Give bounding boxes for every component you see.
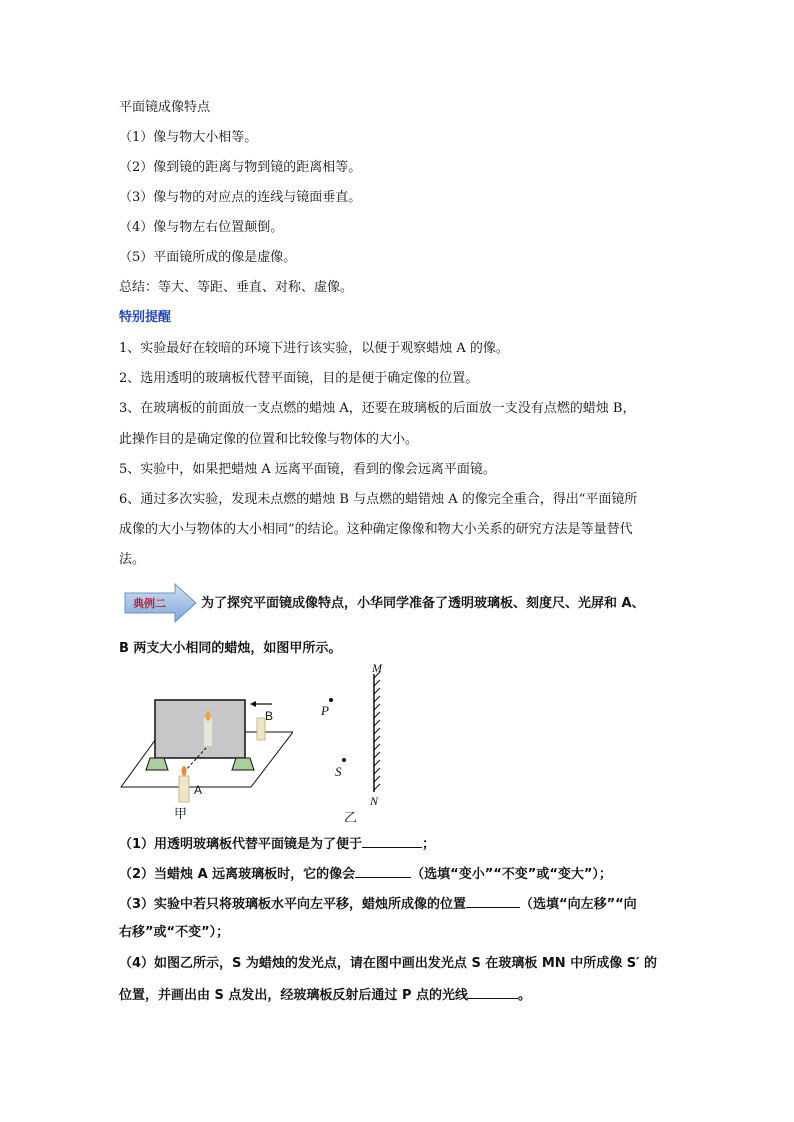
svg-text:S: S (335, 764, 342, 779)
point-s (342, 758, 346, 762)
feature-5: （5）平面镜所成的像是虚像。 (119, 250, 297, 265)
svg-text:N: N (370, 794, 379, 808)
feature-3: （3）像与物的对应点的连线与镜面垂直。 (119, 190, 362, 205)
tip-2: 2、选用透明的玻璃板代替平面镜，目的是便于确定像的位置。 (119, 371, 479, 386)
tip-3: 3、在玻璃板的前面放一支点燃的蜡烛 A，还要在玻璃板的后面放一支没有点燃的蜡烛 B， (119, 401, 636, 416)
point-p (329, 698, 333, 702)
tip-3-cont: 此操作目的是确定像的位置和比较像与物体的大小。 (119, 432, 419, 447)
svg-text:乙: 乙 (344, 811, 358, 822)
example-stem-line1: 为了探究平面镜成像特点，小华同学准备了透明玻璃板、刻度尺、光屏和 A、 (201, 596, 645, 611)
arrow-left-icon (250, 701, 256, 707)
question-3: （3）实验中若只将玻璃板水平向左平移，蜡烛所成像的位置 （选填“向左移”“向 (119, 894, 637, 914)
feature-4: （4）像与物左右位置颠倒。 (119, 220, 284, 235)
plate-stand-left (146, 758, 168, 770)
answer-blank-3[interactable] (466, 894, 520, 908)
question-4: （4）如图乙所示，S 为蜡烛的发光点，请在图中画出发光点 S 在玻璃板 MN 中所成像 S′ 的 (119, 956, 658, 971)
tip-1: 1、实验最好在较暗的环境下进行该实验，以便于观察蜡烛 A 的像。 (119, 341, 509, 356)
plate-stand-right (232, 758, 254, 770)
tip-6-end: 法。 (119, 552, 146, 567)
tip-6: 6、通过多次实验，发现未点燃的蜡烛 B 与点燃的蜡错烛 A 的像完全重合，得出“平面镜所 (119, 492, 638, 507)
answer-blank-4[interactable] (468, 985, 518, 999)
svg-text:A: A (194, 783, 203, 797)
answer-blank-1[interactable] (362, 834, 422, 848)
example-badge-arrow-icon (123, 582, 198, 624)
glass-plate (155, 700, 245, 758)
feature-2: （2）像到镜的距离与物到镜的距离相等。 (119, 160, 362, 175)
tip-6-cont: 成像的大小与物体的大小相同”的结论。这种确定像像和物大小关系的研究方法是等量替代 (119, 522, 633, 537)
answer-blank-2[interactable] (355, 864, 411, 878)
tip-5: 5、实验中，如果把蜡烛 A 远离平面镜，看到的像会远离平面镜。 (119, 462, 496, 477)
tips-heading: 特别提醒 (119, 310, 172, 325)
svg-text:M: M (372, 662, 382, 675)
candle-b (257, 718, 265, 740)
question-3-cont: 右移”或“不变”）； (119, 925, 230, 940)
question-4-cont: 位置，并画出由 S 点发出，经玻璃板反射后通过 P 点的光线 。 (119, 985, 531, 1005)
question-1: （1）用透明玻璃板代替平面镜是为了便于 ； (119, 834, 435, 854)
figure-jia-candle-apparatus (118, 690, 293, 820)
section-title: 平面镜成像特点 (119, 100, 211, 115)
candle-a-flame-icon (182, 766, 187, 776)
example-stem-line2: B 两支大小相同的蜡烛，如图甲所示。 (119, 641, 342, 656)
candle-image-in-glass (204, 718, 212, 746)
candle-a (179, 776, 189, 802)
feature-1: （1）像与物大小相等。 (119, 130, 258, 145)
svg-text:B: B (265, 709, 274, 723)
summary: 总结：等大、等距、垂直、对称、虚像。 (119, 280, 354, 295)
example-badge-label: 典例二 (133, 597, 166, 610)
figure-yi-mirror-diagram (310, 662, 400, 822)
svg-text:甲: 甲 (174, 807, 188, 820)
question-2: （2）当蜡烛 A 远离玻璃板时，它的像会 （选填“变小”“不变”或“变大”）； (119, 864, 612, 884)
svg-text:P: P (321, 703, 329, 718)
